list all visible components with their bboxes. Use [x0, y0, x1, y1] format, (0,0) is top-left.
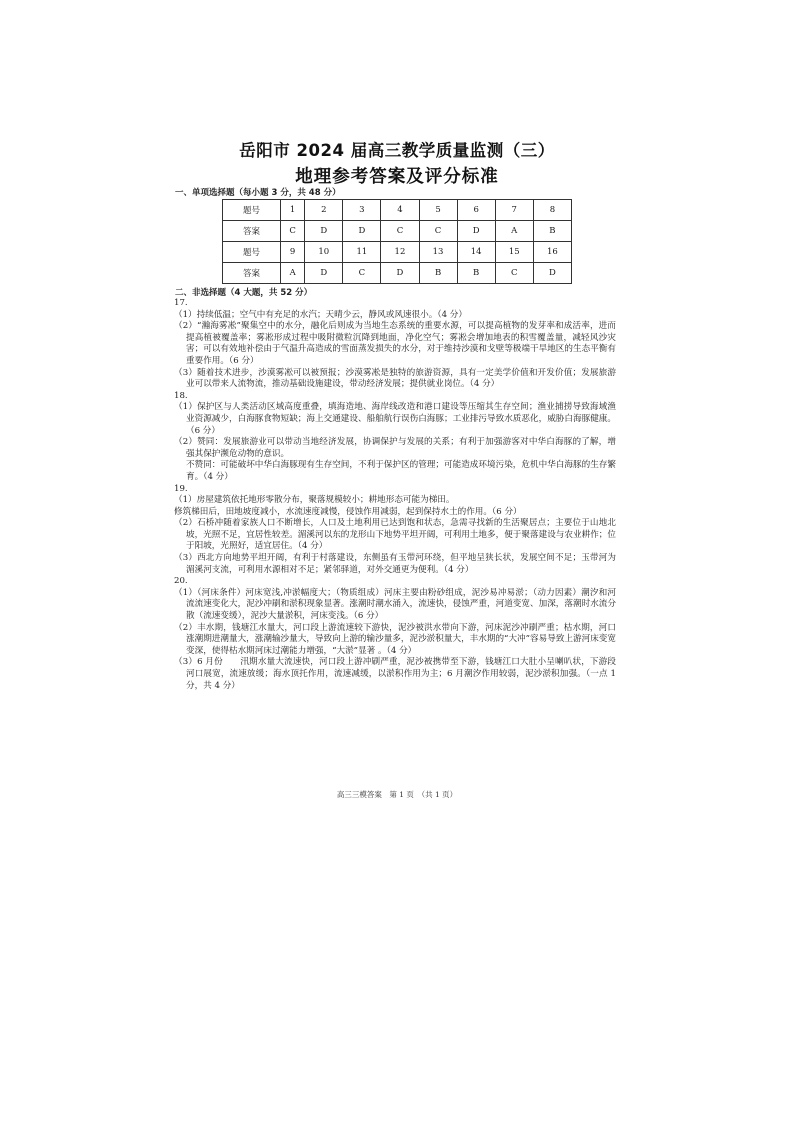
answer-paragraph: （2）丰水期，钱塘江水量大，河口段上游流速较下游快，泥沙被洪水带向下游，河床泥沙冲刷严重；枯水期，河口涨潮期进潮量大，涨潮输沙量大，导致向上游的输沙量多，泥沙淤积量大，丰水期的“大冲”容易导致上游河床变宽变深，使得枯水期河床过潮能力增强，“大淤”显著 。（4 分） [174, 622, 616, 656]
row-header-cell: 答案 [223, 221, 281, 242]
page-footer: 高三三模答案 第 1 页 （共 1 页） [336, 790, 458, 799]
table-row [223, 263, 572, 284]
table-cell: B [419, 263, 457, 284]
table-cell: D [343, 221, 381, 242]
exam-subtitle: 地理参考答案及评分标准 [295, 167, 499, 187]
table-cell: 10 [305, 242, 343, 263]
table-row [223, 242, 572, 263]
table-cell: D [457, 221, 495, 242]
exam-title: 岳阳市 2024 届高三教学质量监测（三） [239, 141, 555, 160]
question-number: 20. [174, 576, 188, 587]
table-cell: 4 [381, 200, 419, 221]
question-number: 19. [174, 483, 188, 494]
section-1-heading: 一、单项选择题（每小题 3 分，共 48 分） [175, 188, 341, 198]
table-cell: C [281, 221, 305, 242]
table-cell: 3 [343, 200, 381, 221]
table-cell: 16 [533, 242, 571, 263]
table-cell: D [533, 263, 571, 284]
table-cell: C [381, 221, 419, 242]
table-cell: A [281, 263, 305, 284]
table-cell: 12 [381, 242, 419, 263]
row-header-cell: 题号 [223, 200, 281, 221]
answer-paragraph: 不赞同：可能破坏中华白海豚现有生存空间，不利于保护区的管理；可能造成环境污染，危机中华白海豚的生存繁育。（4 分） [186, 460, 616, 482]
answer-paragraph: （1）（河床条件）河床宽浅,冲淤幅度大；（物质组成）河床主要由粉砂组成，泥沙易冲易淤；（动力因素）潮汐和河流流速变化大，泥沙冲刷和淤积现象显著。涨潮时潮水涌入，流速快，侵蚀严重，河道变宽、加深，落潮时水流分散（流速变缓），泥沙大量淤积，河床变浅。（6 分） [174, 587, 616, 622]
table-cell: D [381, 263, 419, 284]
table-cell: 5 [419, 200, 457, 221]
question-number: 17. [174, 298, 188, 308]
table-cell: B [457, 263, 495, 284]
table-cell: C [343, 263, 381, 284]
table-cell: 15 [495, 242, 533, 263]
section-2-heading: 二、非选择题（4 大题，共 52 分） [175, 288, 313, 298]
answer-paragraph: （1）房屋建筑依托地形零散分布，聚落规模较小；耕地形态可能为梯田。 [174, 495, 455, 506]
table-cell: B [533, 221, 571, 242]
table-cell: 6 [457, 200, 495, 221]
table-cell: 8 [533, 200, 571, 221]
question-number: 18. [174, 390, 188, 401]
answer-paragraph: 修筑梯田后，田地坡度减小，水流速度减慢，侵蚀作用减弱，起到保持水土的作用。（6 分） [174, 506, 522, 517]
table-cell: 13 [419, 242, 457, 263]
table-cell: 11 [343, 242, 381, 263]
answer-paragraph: （3）随着技术进步，沙漠雾凇可以被预报；沙漠雾凇是独特的旅游资源，具有一定美学价值和开发价值；发展旅游业可以带来人流物流，推动基础设施建设，带动经济发展；提供就业岗位。（4 分） [174, 367, 616, 390]
multiple-choice-answer-table [222, 199, 572, 284]
table-row [223, 221, 572, 242]
answer-paragraph: （2）赞同：发展旅游业可以带动当地经济发展，协调保护与发展的关系；有利于加强游客对中华白海豚的了解，增强其保护濒危动物的意识。 [174, 437, 616, 459]
table-cell: C [495, 263, 533, 284]
free-response-answers [174, 298, 616, 692]
row-header-cell: 题号 [223, 242, 281, 263]
answer-paragraph: （1）保护区与人类活动区域高度重叠，填海造地、海岸线改造和港口建设等压缩其生存空间；渔业捕捞导致海域渔业资源减少，白海豚食物短缺；海上交通建设、船舶航行误伤白海豚；工业排污导致水质恶化，威胁白海豚健康。（6 分） [174, 402, 616, 436]
answer-paragraph: （3）西北方向地势平坦开阔，有利于村落建设，东侧虽有玉带河环绕，但平地呈狭长状，发展空间不足；玉带河为湄溪河支流，可利用水源相对不足；紧邻驿道，对外交通更为便利。（4 分） [174, 553, 616, 575]
table-cell: C [419, 221, 457, 242]
table-cell: 2 [305, 200, 343, 221]
table-cell: 1 [281, 200, 305, 221]
table-row [223, 200, 572, 221]
answer-paragraph: （3）6 月份 汛期水量大流速快，河口段上游冲刷严重，泥沙被携带至下游，钱塘江口大肚小呈喇叭状，下游段河口展宽，流速放缓；海水顶托作用，流速减缓，以淤积作用为主；6 月潮汐作用较弱，泥沙淤积加强。（一点 1 分，共 4 分） [174, 657, 616, 691]
table-cell: D [305, 263, 343, 284]
row-header-cell: 答案 [223, 263, 281, 284]
answer-paragraph: （2）“瀚海雾凇”聚集空中的水分，融化后则成为当地生态系统的重要水源，可以提高植物的发芽率和成活率，进而提高植被覆盖率；雾凇形成过程中吸附微粒沉降到地面，净化空气；雾凇会增加地表的积雪覆盖量，减轻风沙灾害；可以有效地补偿由于气温升高造成的雪面蒸发损失的水分，对于维持沙漠和戈壁等极端干旱地区的生态平衡有重要作用。（6 分） [174, 321, 616, 366]
answer-paragraph: （1）持续低温；空气中有充足的水汽；天晴少云，静风或风速很小。（4 分） [174, 309, 467, 320]
answer-paragraph: （2）石桥冲随着家族人口不断增长，人口及土地利用已达到饱和状态，急需寻找新的生活聚居点；主要位于山地北坡，光照不足，宜居性较差。湄溪河以东的龙形山下地势平坦开阔，可利用土地多，便于聚落建设与农业耕作；位于阳坡，光照好，适宜居住。（4 分） [174, 518, 616, 552]
table-cell: 14 [457, 242, 495, 263]
table-cell: D [305, 221, 343, 242]
table-cell: 9 [281, 242, 305, 263]
table-cell: A [495, 221, 533, 242]
table-cell: 7 [495, 200, 533, 221]
